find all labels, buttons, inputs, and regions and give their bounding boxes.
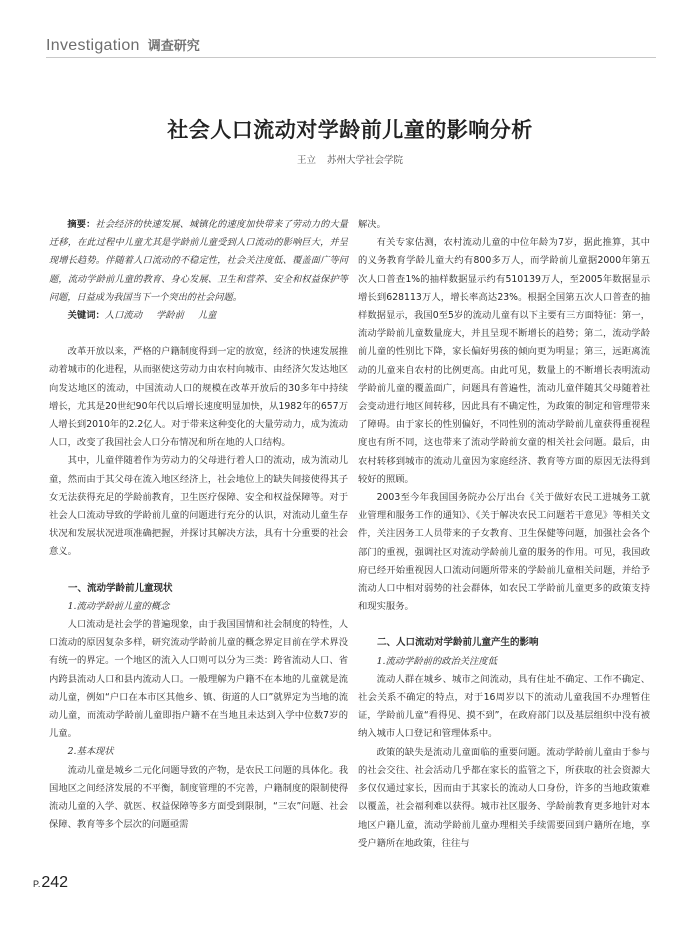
section-heading: 一、流动学龄前儿童现状 bbox=[68, 582, 173, 594]
keyword-item: 人口流动 bbox=[104, 310, 142, 322]
author-name: 王立 bbox=[296, 155, 316, 166]
right-column bbox=[358, 216, 650, 853]
page-prefix: P. bbox=[33, 879, 41, 889]
subsection-heading: 1.流动学龄前儿童的概念 bbox=[67, 600, 170, 612]
abstract bbox=[49, 216, 348, 307]
author-line bbox=[0, 152, 700, 166]
running-header bbox=[46, 35, 200, 55]
body-paragraph: 2003至今年我国国务院办公厅出台《关于做好农民工进城务工就业管理和服务工作的通知》、《关于解决农民工问题若干意见》等相关文件，关注因务工人员带来的子女教育、卫生保健等问题，加强社会各个部门的重视，强调社区对流动学龄前儿童的服务的作用。可见，我国政府已经开始重视因人口流动问题所带来的学龄前儿童相关问题，并给予流动人口中相对弱势的社会群体，如农民工学龄前儿童更多的政策支持和现实服务。 bbox=[358, 492, 650, 613]
section-heading: 二、人口流动对学龄前儿童产生的影响 bbox=[377, 637, 539, 649]
body-paragraph: 流动儿童是城乡二元化问题导致的产物，是农民工问题的具体化。我国地区之间经济发展的不平衡，制度管理的不完善，户籍制度的限制使得流动儿童的入学、就医、权益保障等多方面受到限制，“三农”问题、社会保障、教育等多个层次的问题亟需 bbox=[49, 764, 348, 831]
abstract-text: 社会经济的快速发展、城镇化的速度加快带来了劳动力的大量迁移，在此过程中儿童尤其是学龄前儿童受到人口流动的影响巨大，并呈现增长趋势。伴随着人口流动的不稳定性，社会关注度低、覆盖面广等问题，流动学龄前儿童的教育、身心发展、卫生和营养、安全和权益保护等问题，日益成为我国当下一个突出的社会问题。 bbox=[49, 219, 348, 303]
body-paragraph: 其中，儿童伴随着作为劳动力的父母进行着人口的流动，成为流动儿童，然而由于其父母在流入地区经济上，社会地位上的缺失间接使得其子女无法获得充足的学龄前教育，卫生医疗保障、安全和权益保障等。对于社会人口流动导致的学龄前儿童的问题进行充分的认识，对流动儿童生存状况和发展状况进项准确把握，并探讨其解决方法，具有十分重要的社会意义。 bbox=[49, 455, 348, 558]
subsection-heading: 2.基本现状 bbox=[67, 746, 114, 758]
subsection-heading: 1.流动学龄前的政治关注度低 bbox=[376, 655, 498, 667]
header-divider bbox=[46, 57, 656, 58]
body-paragraph: 改革开放以来，严格的户籍制度得到一定的放宽，经济的快速发展推动着城市的化进程，从而驱使这劳动力由农村向城市、由经济欠发达地区向发达地区的流动，中国流动人口的规模在改革开放后的30多年中持续增长，尤其是20世纪90年代以后增长速度明显加快，从1982年的657万人增长到2010年的2.2亿人。对于带来这种变化的大量劳动力，成为流动人口，改变了我国社会人口分布情况和所在地的人口结构。 bbox=[49, 346, 348, 449]
page-number bbox=[33, 874, 68, 892]
body-paragraph: 人口流动是社会学的普遍现象，由于我国国情和社会制度的特性，人口流动的原因复杂多样，研究流动学龄前儿童的概念界定目前在学术界没有统一的界定。一个地区的流入人口则可以分为三类：跨省流动人口、省内跨县流动人口和县内流动人口。一般理解为户籍不在本地的儿童就是流动儿童，例如“户口在本市区其他乡、镇、街道的人口”就界定为当地的流动儿童，而流动学龄前儿童即指户籍不在当地且未达到入学中位数7岁的儿童。 bbox=[49, 619, 348, 740]
section-label-en: Investigation bbox=[46, 37, 140, 54]
body-paragraph: 政策的缺失是流动儿童面临的重要问题。流动学龄前儿童由于参与的社会交往、社会活动几乎都在家长的监管之下，所获取的社会资源大多仅仅通过家长，因而由于其家长的流动人口身份，许多的当地政策难以覆盖，社会福利难以获得。城市社区服务、学龄前教育更多地针对本地区户籍儿童，流动学龄前儿童办理相关手续需要回到户籍所在地，享受户籍所在地政策，往往与 bbox=[358, 746, 650, 849]
abstract-label: 摘要： bbox=[67, 219, 96, 230]
left-column bbox=[49, 216, 348, 835]
section-label-cn: 调查研究 bbox=[147, 39, 200, 54]
body-paragraph: 有关专家估测，农村流动儿童的中位年龄为7岁，据此推算，其中的义务教育学龄儿童大约有800多万人，而学龄前儿童据2000年第五次人口普查1%的抽样数据显示约有510139万人，至2005年数据显示增长到628113万人，增长率高达23%。根据全国第五次人口普查的抽样数据显示，我国0至5岁的流动儿童有以下主要有三方面特征：第一，流动学龄前儿童数量庞大，并且呈现不断增长的趋势；第二，流动学龄前儿童的性别比下降，家长偏好男孩的倾向更为明显；第三，远距离流动的儿童来自农村的比例更高。由此可见，数量上的不断增长表明流动学龄前儿童的覆盖面广，问题具有普遍性，流动儿童伴随其父母随着社会变动进行地区间转移，因此具有不确定性，为政策的制定和管理带来了障碍。由于家长的性别偏好，不同性别的流动学龄前儿童获得重视程度也有所不同，这也带来了流动学龄前女童的相关社会问题。最后，由农村转移到城市的流动儿童因为家庭经济、教育等方面的原因无法得到较好的照顾。 bbox=[358, 237, 650, 485]
article-title: 社会人口流动对学龄前儿童的影响分析 bbox=[167, 117, 533, 142]
body-paragraph: 解决。 bbox=[358, 219, 386, 230]
keyword-item: 儿童 bbox=[197, 310, 217, 322]
author-affiliation: 苏州大学社会学院 bbox=[327, 155, 404, 166]
keywords-label: 关键词： bbox=[67, 310, 105, 322]
page-number-value: 242 bbox=[41, 874, 69, 891]
body-paragraph: 流动人群在城乡、城市之间流动，具有住址不确定、工作不确定、社会关系不确定的特点，对于16周岁以下的流动儿童我国不办理暂住证，学龄前儿童“看得见、摸不到”，在政府部门以及基层组织中没有被纳入城市人口登记和管理体系中。 bbox=[358, 673, 650, 740]
keyword-item: 学龄前 bbox=[155, 310, 184, 322]
keywords bbox=[49, 307, 348, 325]
